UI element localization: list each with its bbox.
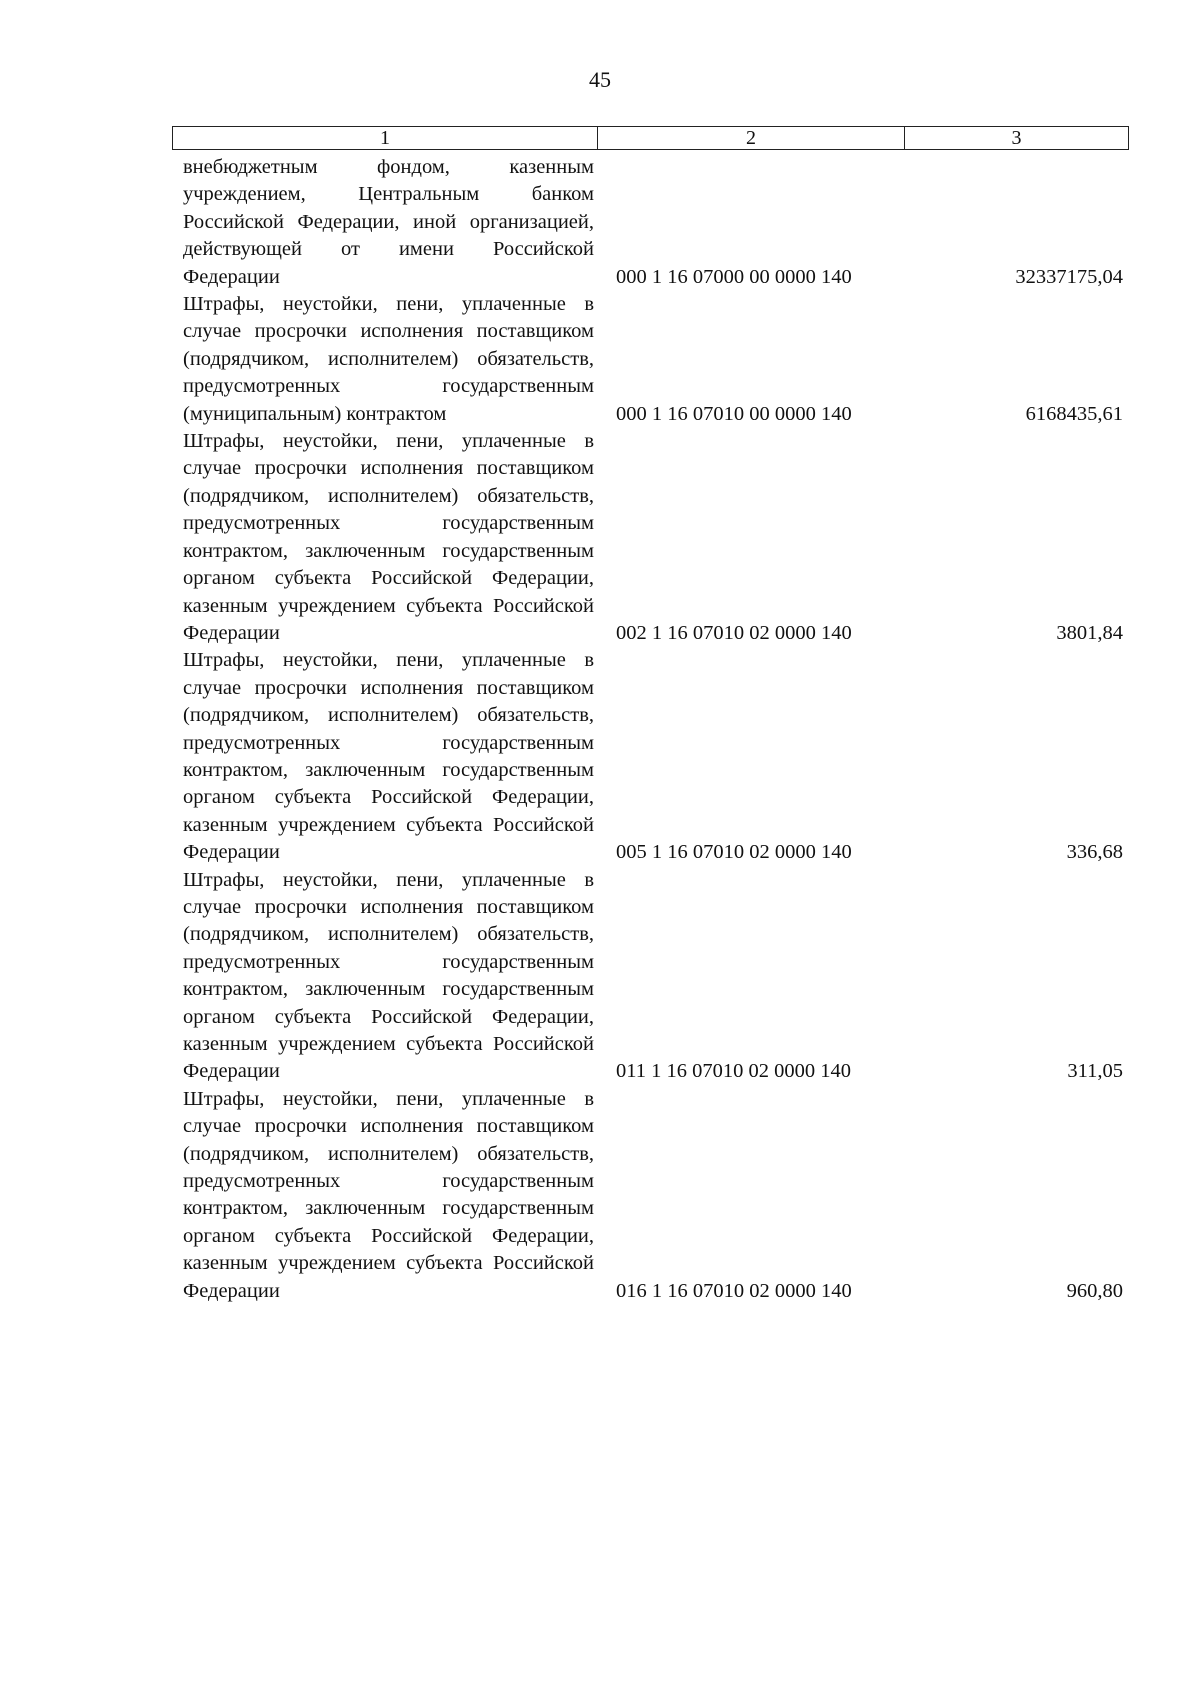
row-description: внебюджетным фондом, казенным учреждением, Центральным банком Российской Федерации, иной организацией, действующей от имени Российской Федерации (183, 156, 594, 288)
row-code: 005 1 16 07010 02 0000 140 (616, 841, 852, 864)
header-col-2: 2 (598, 127, 905, 149)
row-description: Штрафы, неустойки, пени, уплаченные в случае просрочки исполнения поставщиком (подрядчиком, исполнителем) обязательств, предусмотренных государственным контрактом, заключенным государственным органом субъекта Российской Федерации, казенным учреждением субъекта Российской Федерации (183, 1087, 594, 1302)
table-row (183, 428, 1123, 647)
row-code: 002 1 16 07010 02 0000 140 (616, 621, 852, 644)
table-row (183, 647, 1123, 866)
table-row (183, 1086, 1123, 1305)
row-amount: 6168435,61 (1025, 402, 1123, 425)
header-col-3: 3 (1011, 127, 1022, 149)
row-amount: 3801,84 (1056, 621, 1123, 644)
row-description: Штрафы, неустойки, пени, уплаченные в случае просрочки исполнения поставщиком (подрядчиком, исполнителем) обязательств, предусмотренных государственным контрактом, заключенным государственным органом субъекта Российской Федерации, казенным учреждением субъекта Российской Федерации (183, 430, 594, 644)
table-header (172, 126, 1129, 150)
row-code: 016 1 16 07010 02 0000 140 (616, 1279, 852, 1302)
table-row (183, 154, 1123, 291)
row-code: 011 1 16 07010 02 0000 140 (616, 1060, 851, 1083)
row-code: 000 1 16 07010 00 0000 140 (616, 402, 852, 425)
header-col-1: 1 (173, 127, 598, 149)
row-description: Штрафы, неустойки, пени, уплаченные в случае просрочки исполнения поставщиком (подрядчиком, исполнителем) обязательств, предусмотренных государственным контрактом, заключенным государственным органом субъекта Российской Федерации, казенным учреждением субъекта Российской Федерации (183, 868, 594, 1083)
row-description: Штрафы, неустойки, пени, уплаченные в случае просрочки исполнения поставщиком (подрядчиком, исполнителем) обязательств, предусмотренных государственным контрактом, заключенным государственным органом субъекта Российской Федерации, казенным учреждением субъекта Российской Федерации (183, 649, 594, 864)
row-amount: 32337175,04 (1015, 265, 1123, 288)
row-amount: 960,80 (1066, 1279, 1123, 1302)
row-amount: 311,05 (1067, 1060, 1123, 1083)
row-amount: 336,68 (1066, 841, 1123, 864)
table-row (183, 291, 1123, 428)
row-description: Штрафы, неустойки, пени, уплаченные в случае просрочки исполнения поставщиком (подрядчиком, исполнителем) обязательств, предусмотренных государственным (муниципальным) контрактом (183, 293, 594, 425)
page-number: 45 (589, 67, 611, 92)
table-row (183, 867, 1123, 1086)
table-body (183, 154, 1123, 1305)
row-code: 000 1 16 07000 00 0000 140 (616, 265, 852, 288)
